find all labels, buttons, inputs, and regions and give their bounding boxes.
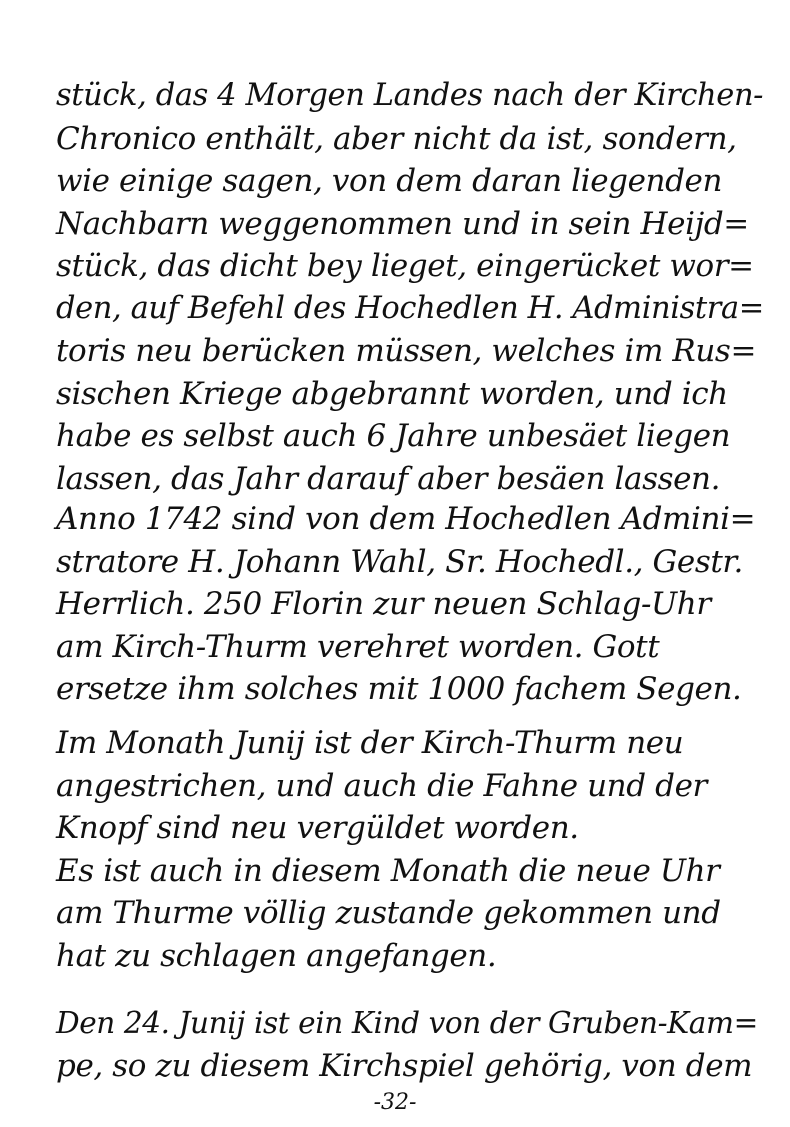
text-line: Knopf sind neu vergüldet worden. (56, 810, 579, 846)
text-line: pe, so zu diesem Kirchspiel gehörig, von dem (56, 1047, 753, 1084)
text-line: Anno 1742 sind von dem Hochedlen Admini= (56, 501, 756, 537)
text-line: den, auf Befehl des Hochedlen H. Administra= (56, 290, 764, 326)
paragraph-monath-junij (56, 722, 766, 977)
text-line: Im Monath Junij ist der Kirch-Thurm neu (56, 725, 684, 761)
paragraph-land-field (56, 75, 766, 500)
text-line: wie einige sagen, von dem daran liegenden (56, 163, 723, 199)
text-line: Den 24. Junij ist ein Kind von der Gruben-Kam= (56, 1006, 758, 1040)
text-line: lassen, das Jahr darauf aber besäen lassen. (56, 460, 721, 497)
text-line: Herrlich. 250 Florin zur neuen Schlag-Uhr (56, 586, 711, 622)
page-number: -32- (373, 1090, 417, 1115)
text-line: angestrichen, und auch die Fahne und der (56, 767, 707, 804)
text-line: am Thurme völlig zustande gekommen und (56, 895, 721, 931)
text-line: stück, das 4 Morgen Landes nach der Kirchen- (56, 78, 764, 113)
text-line: stratore H. Johann Wahl, Sr. Hochedl., Gestr. (56, 543, 743, 580)
text-line: Nachbarn weggenommen und in sein Heijd= (56, 205, 749, 242)
text-line: am Kirch-Thurm verehret worden. Gott (56, 628, 660, 665)
paragraph-24-junij (56, 1002, 766, 1087)
text-line: Es ist auch in diesem Monath die neue Uhr (56, 852, 720, 889)
text-line: habe es selbst auch 6 Jahre unbesäet liegen (56, 418, 731, 454)
text-line: hat zu schlagen angefangen. (56, 937, 497, 974)
text-line: ersetze ihm solches mit 1000 fachem Segen. (56, 671, 742, 707)
paragraph-anno-1742 (56, 498, 766, 711)
text-line: Chronico enthält, aber nicht da ist, sondern, (56, 120, 737, 157)
text-line: stück, das dicht bey lieget, eingerücket wor= (56, 248, 754, 284)
text-line: toris neu berücken müssen, welches im Rus= (56, 333, 757, 369)
text-line: sischen Kriege abgebrannt worden, und ich (56, 375, 728, 412)
